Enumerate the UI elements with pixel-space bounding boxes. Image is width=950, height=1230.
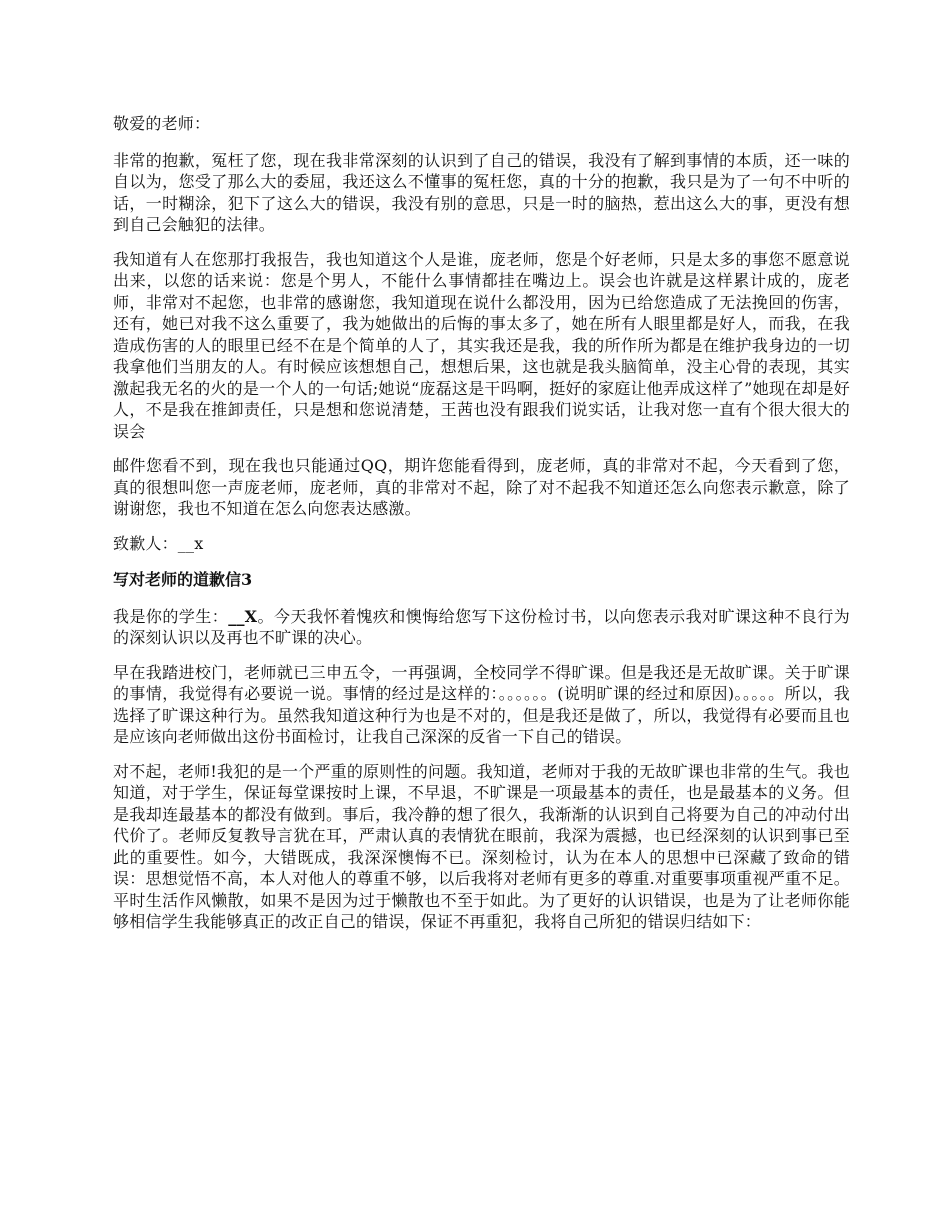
letter3-paragraph-background: 早在我踏进校门，老师就已三申五令，一再强调，全校同学不得旷课。但是我还是无故旷课。关于旷课的事情，我觉得有必要说一说。事情的经过是这样的：。。。。。。(说明旷课的经过和原因)。。。。。所以，我选择了旷课这种行为。虽然我知道这种行为也是不对的，但是我还是做了，所以，我觉得有必要而且也是应该向老师做出这份书面检讨，让我自己深深的反省一下自己的错误。: [113, 662, 850, 746]
letter-greeting: 敬爱的老师：: [113, 114, 211, 133]
intro-rest: 。今天我怀着愧疚和懊悔给您写下这份检讨书，以向您表示我对旷课这种不良行为的深刻认识以及再也不旷课的决心。: [113, 606, 851, 647]
letter-paragraph-explanation: 我知道有人在您那打我报告，我也知道这个人是谁，庞老师，您是个好老师，只是太多的事您不愿意说出来，以您的话来说：您是个男人，不能什么事情都挂在嘴边上。误会也许就是这样累计成的，庞老师，非常对不起您，也非常的感谢您，我知道现在说什么都没用，因为已给您造成了无法挽回的伤害，还有，她已对我不这么重要了，我为她做出的后悔的事太多了，她在所有人眼里都是好人，而我，在我造成伤害的人的眼里已经不在是个简单的人了，其实我还是我，我的所作所为都是在维护我身边的一切我拿他们当朋友的人。有时候应该想想自己，想想后果，这也就是我头脑简单，没主心骨的表现，其实激起我无名的火的是一个人的一句话;她说“庞磊这是干吗啊，挺好的家庭让他弄成这样了”她现在却是好人，不是我在推卸责任，只是想和您说清楚，王茜也没有跟我们说实话，让我对您一直有个很大很大的误会: [113, 249, 850, 441]
letter3-paragraph-intro: [113, 606, 850, 649]
letter-signature: 致歉人：__x: [113, 533, 204, 553]
intro-prefix: 我是你的学生：: [113, 606, 229, 626]
letter3-paragraph-reflection: 对不起，老师!我犯的是一个严重的原则性的问题。我知道，老师对于我的无故旷课也非常的生气。我也知道，对于学生，保证每堂课按时上课，不早退，不旷课是一项最基本的责任，也是最基本的义务。但是我却连最基本的都没有做到。事后，我冷静的想了很久，我渐渐的认识到自己将要为自己的冲动付出代价了。老师反复教导言犹在耳，严肃认真的表情犹在眼前，我深为震撼，也已经深刻的认识到事已至此的重要性。如今，大错既成，我深深懊悔不已。深刻检讨，认为在本人的思想中已深藏了致命的错误：思想觉悟不高，本人对他人的尊重不够，以后我将对老师有更多的尊重.对重要事项重视严重不足。平时生活作风懒散，如果不是因为过于懒散也不至于如此。为了更好的认识错误，也是为了让老师你能够相信学生我能够真正的改正自己的错误，保证不再重犯，我将自己所犯的错误归结如下：: [113, 761, 850, 931]
letter-paragraph-apology: 非常的抱歉，冤枉了您，现在我非常深刻的认识到了自己的错误，我没有了解到事情的本质，还一味的自以为，您受了那么大的委屈，我还这么不懂事的冤枉您，真的十分的抱歉，我只是为了一句不中听的话，一时糊涂，犯下了这么大的错误，我没有别的意思，只是一时的脑热，惹出这么大的事，更没有想到自己会触犯的法律。: [113, 150, 850, 234]
section-heading: 写对老师的道歉信3: [113, 570, 253, 589]
student-name: __X: [228, 606, 258, 626]
letter-paragraph-closing: 邮件您看不到，现在我也只能通过QQ，期许您能看得到，庞老师，真的非常对不起，今天看到了您，真的很想叫您一声庞老师，庞老师，真的非常对不起，除了对不起我不知道还怎么向您表示歉意，除了谢谢您，我也不知道在怎么向您表达感激。: [113, 456, 850, 518]
